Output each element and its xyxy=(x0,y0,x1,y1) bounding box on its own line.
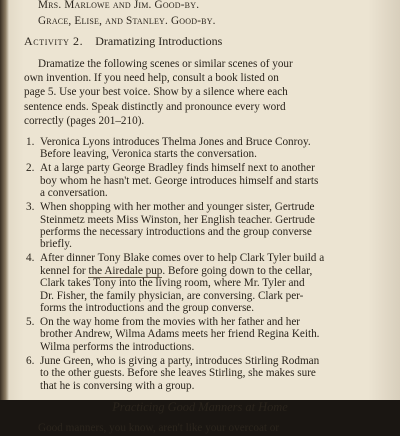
activity-label: Activity 2. xyxy=(24,34,84,48)
intro-line-4: sentence ends. Speak distinctly and pronounce every word xyxy=(24,100,286,113)
item-6-line-3: that he is conversing with a group. xyxy=(40,379,195,392)
item-6-number: 6. xyxy=(26,354,35,367)
item-4-line-1: After dinner Tony Blake comes over to help Clark Tyler build a xyxy=(40,252,325,265)
item-4-line-2: kennel for the Airedale pup. Before going down to the cellar, xyxy=(40,264,313,277)
section-paragraph-start: Good manners, you know, aren't like your overcoat or xyxy=(38,421,280,434)
item-6-line-1: June Green, who is giving a party, introduces Stirling Rodman xyxy=(40,354,320,367)
item-2-line-2: boy whom he hasn't met. George introduces himself and starts xyxy=(40,174,319,187)
item-1-line-1: Veronica Lyons introduces Thelma Jones and Bruce Conroy. xyxy=(40,136,311,148)
item-2-line-3: a conversation. xyxy=(40,187,108,200)
item-5-line-2: brother Andrew, Wilma Adams meets her friend Regina Keith. xyxy=(40,328,320,341)
item-5-line-1: On the way home from the movies with her father and her xyxy=(40,316,301,328)
item-3-number: 3. xyxy=(26,201,35,214)
item-4-line-3: Clark takes Tony into the living room, where Mr. Tyler and xyxy=(40,277,305,290)
item-3-line-4: briefly. xyxy=(40,238,72,251)
item-4-line-5: forms the introductions and the group converse. xyxy=(40,302,255,314)
intro-line-5: correctly (pages 201–210). xyxy=(24,114,145,127)
item-1-line-2: Before leaving, Veronica starts the conversation. xyxy=(40,148,257,161)
dialogue-line-2: Grace, Elise, and Stanley. Good-by. xyxy=(38,15,216,27)
item-3-line-1: When shopping with her mother and younger sister, Gertrude xyxy=(40,201,315,214)
item-2-line-1: At a large party George Bradley finds himself next to another xyxy=(40,162,315,175)
intro-line-3: page 5. Use your best voice. Show by a silence where each xyxy=(24,86,288,99)
dialogue-line-1: Mrs. Marlowe and Jim. Good-by. xyxy=(38,0,200,11)
item-5-number: 5. xyxy=(26,316,35,328)
item-6-line-2: to the other guests. Before she leaves Stirling, she makes sure xyxy=(40,367,316,380)
item-4-line-4: Dr. Fisher, the family physician, are conversing. Clark per- xyxy=(40,289,304,302)
activity-title: Dramatizing Introductions xyxy=(95,34,223,48)
item-4-number: 4. xyxy=(26,252,35,265)
activity-heading xyxy=(24,34,222,49)
intro-line-2: own invention. If you need help, consult a book listed on xyxy=(24,72,279,85)
item-2-number: 2. xyxy=(26,162,35,175)
item-3-line-3: performs the necessary introductions and the group converse xyxy=(40,226,312,238)
book-spine-shadow xyxy=(0,0,9,400)
item-3-line-2: Steinmetz meets Miss Winston, her English teacher. Gertrude xyxy=(40,213,315,226)
handwritten-underline: the Airedale pup xyxy=(88,264,163,277)
intro-line-1: Dramatize the following scenes or similar scenes of your xyxy=(38,58,293,70)
item-1-number: 1. xyxy=(26,136,35,148)
section-title: Practicing Good Manners at Home xyxy=(112,399,288,414)
item-5-line-3: Wilma performs the introductions. xyxy=(40,340,195,353)
